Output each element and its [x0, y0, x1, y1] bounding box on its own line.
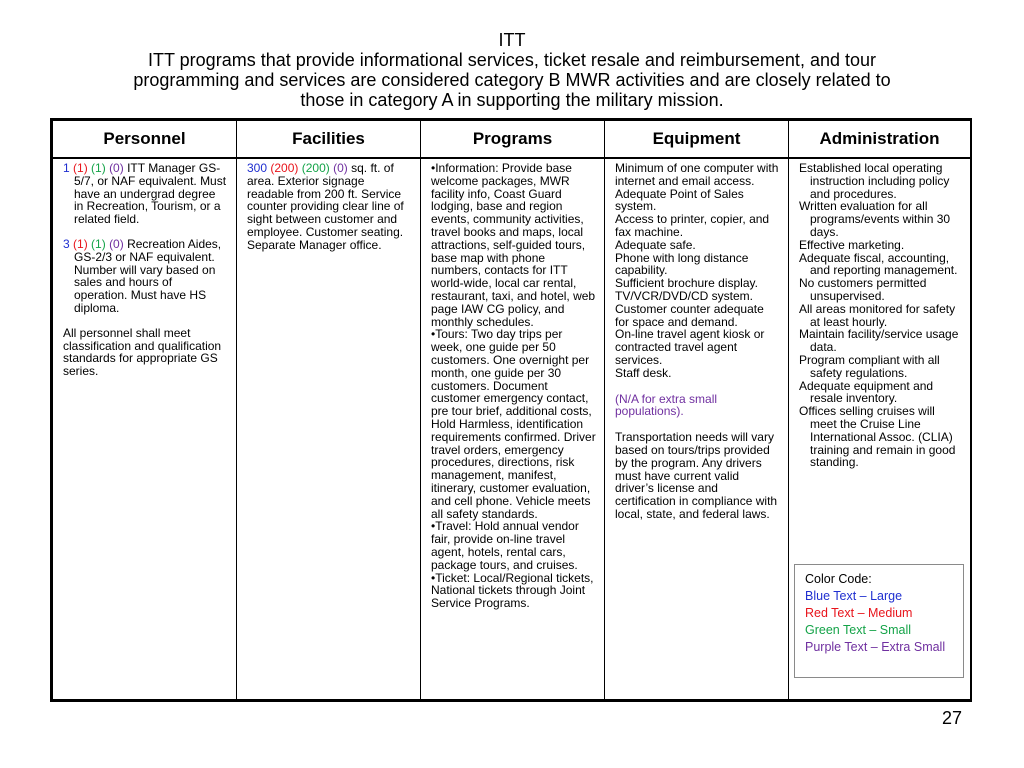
equipment-item: Staff desk. [615, 365, 672, 380]
equipment-item: Adequate Point of Sales system. [615, 186, 744, 214]
color-code-legend [794, 564, 964, 678]
title-heading: ITT [498, 30, 526, 50]
program-ticket: •Ticket: Local/Regional tickets, National tickets through Joint Service Programs. [431, 570, 594, 611]
admin-item: Offices selling cruises will meet the Cruise Line International Assoc. (CLIA) training and remain in good standing. [799, 404, 956, 470]
equipment-item: Adequate safe. [615, 237, 696, 252]
equipment-item: TV/VCR/DVD/CD system. [615, 288, 754, 303]
admin-item: Written evaluation for all programs/events within 30 days. [799, 199, 951, 239]
admin-item: Maintain facility/service usage data. [799, 327, 959, 355]
programs-cell [421, 158, 605, 700]
equipment-item: Customer counter adequate for space and demand. [615, 301, 764, 329]
legend-blue: Blue Text – Large [805, 589, 903, 603]
legend-red: Red Text – Medium [805, 606, 913, 620]
admin-item: Adequate fiscal, accounting, and reporting management. [799, 250, 958, 278]
program-travel: •Travel: Hold annual vendor fair, provide on-line travel agent, hotels, rental cars, package tours, and cruises. [431, 519, 579, 572]
page-number: 27 [941, 708, 962, 728]
legend-purple: Purple Text – Extra Small [805, 640, 946, 654]
legend-title: Color Code: [805, 572, 872, 586]
header-equipment: Equipment [605, 121, 789, 159]
personnel-entry-aides: 3 (1) (1) (0) Recreation Aides, GS-2/3 or NAF equivalent. Number will vary based on sales and hours of operation. Must have HS diploma. [63, 236, 222, 315]
equipment-item: On-line travel agent kiosk or contracted travel agent services. [615, 327, 765, 367]
admin-item: Effective marketing. [799, 237, 905, 252]
equipment-na-note: (N/A for extra small populations). [615, 391, 718, 419]
facilities-cell [237, 158, 421, 700]
title-line-3: those in category A in supporting the military mission. [300, 90, 724, 110]
personnel-entry-manager: 1 (1) (1) (0) ITT Manager GS-5/7, or NAF equivalent. Must have an undergrad degree in Recreation, Tourism, or a related field. [63, 161, 227, 227]
equipment-transport-note: Transportation needs will vary based on tours/trips provided by the program. Any drivers must have current valid driver’s license and certification in compliance with local, state, and federal laws. [615, 430, 778, 521]
equipment-item: Sufficient brochure display. [615, 276, 758, 291]
program-information: •Information: Provide base welcome packages, MWR facility info, Coast Guard lodging, base and region events, community activities, travel books and maps, local attractions, self-guided tours, base map with phone numbers, contacts for ITT world-wide, local car rental, restaurant, taxi, and hotel, web page IAW CG policy, and monthly schedules. [431, 161, 596, 329]
legend-green: Green Text – Small [805, 623, 912, 637]
program-tours: •Tours: Two day trips per week, one guide per 50 customers. One overnight per month, one guide per 30 customers. Document customer emergency contact, pre tour brief, additional costs, Hold Harmless, identification requirements confirmed. Driver travel orders, emergency procedures, directions, risk management, manifest, itinerary, customer evaluation, and cell phone. Vehicle meets all safety standards. [431, 327, 596, 521]
equipment-item: Access to printer, copier, and fax machine. [615, 212, 770, 239]
facilities-text: 300 (200) (200) (0) sq. ft. of area. Exterior signage readable from 200 ft. Service counter providing clear line of sight between customer and employee. Customer seating. Separate Manager office. [247, 161, 404, 252]
admin-item: All areas monitored for safety at least hourly. [799, 301, 956, 329]
title-line-1: ITT programs that provide informational services, ticket resale and reimbursement, and tour [148, 50, 876, 70]
equipment-item: Phone with long distance capability. [615, 250, 749, 278]
admin-item: Established local operating instruction including policy and procedures. [799, 161, 950, 201]
header-programs: Programs [421, 121, 605, 159]
admin-item: Program compliant with all safety regulations. [799, 352, 940, 380]
equipment-item: Minimum of one computer with internet and email access. [615, 161, 779, 188]
header-personnel: Personnel [53, 121, 237, 159]
title-line-2: programming and services are considered category B MWR activities and are closely related to [133, 70, 891, 90]
header-facilities: Facilities [237, 121, 421, 159]
admin-item: No customers permitted unsupervised. [799, 276, 927, 303]
slide-title [40, 30, 984, 110]
header-administration: Administration [789, 121, 971, 159]
admin-item: Adequate equipment and resale inventory. [799, 378, 934, 406]
personnel-note: All personnel shall meet classification and qualification standards for appropriate GS series. [63, 325, 222, 379]
personnel-cell [53, 158, 237, 700]
equipment-cell [605, 158, 789, 700]
